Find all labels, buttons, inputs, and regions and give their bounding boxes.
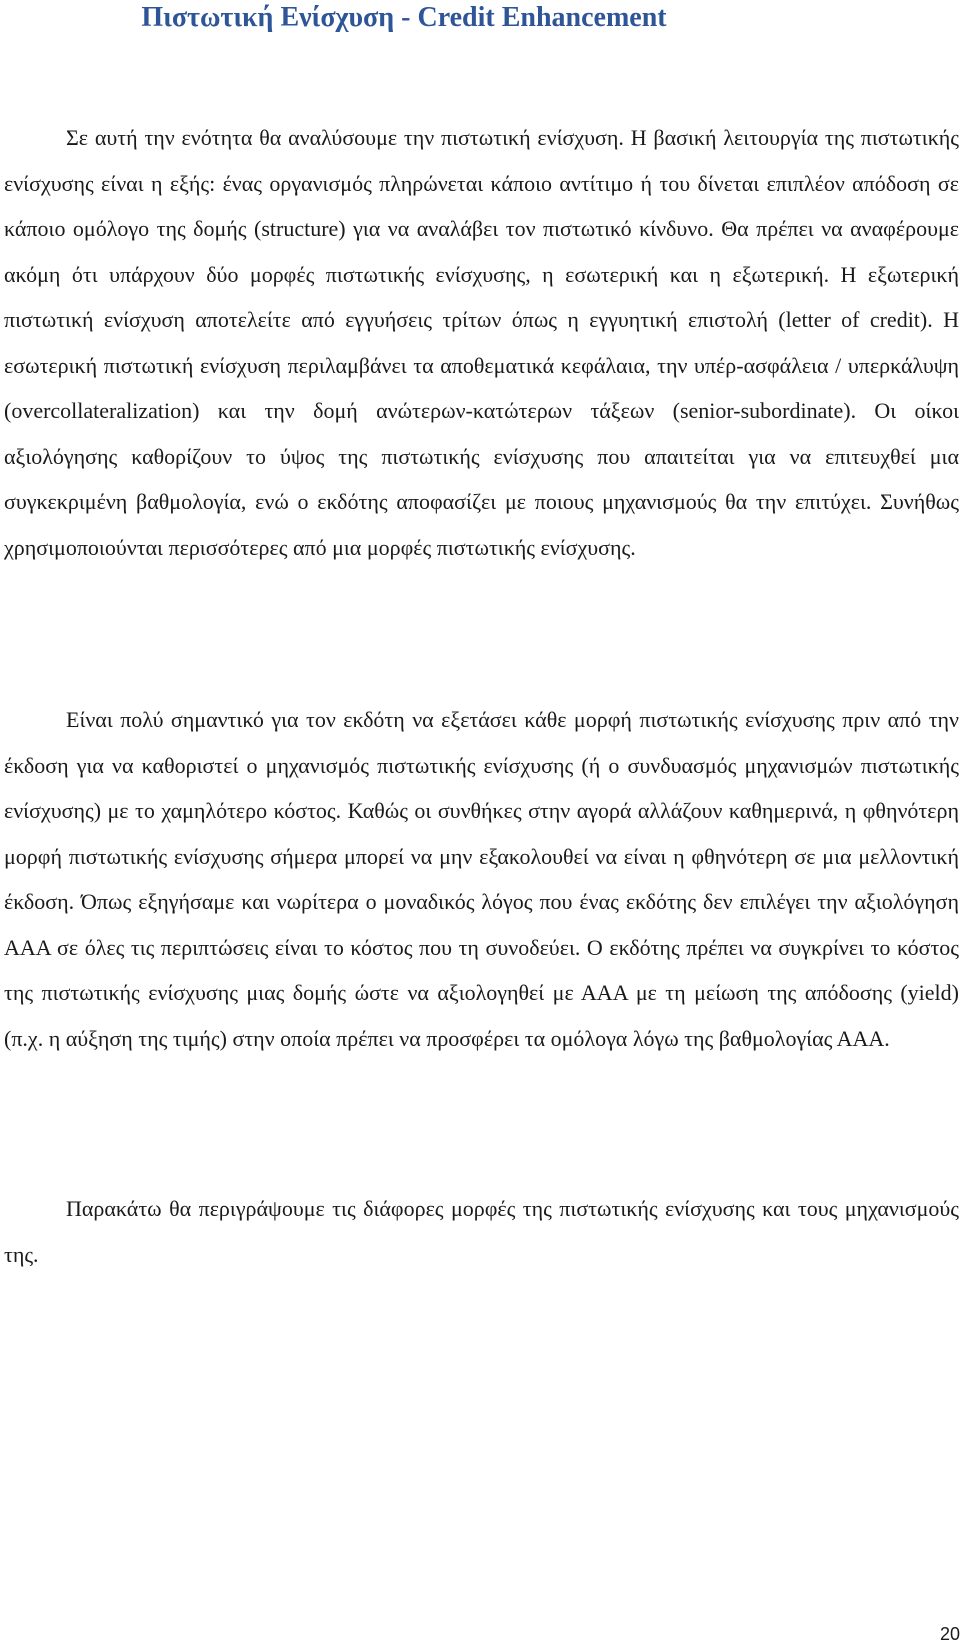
paragraph-outline: Παρακάτω θα περιγράψουμε τις διάφορες μορφές της πιστωτικής ενίσχυσης και τους μηχανισμούς της. (4, 1196, 959, 1267)
paragraph-issuer-cost: Είναι πολύ σημαντικό για τον εκδότη να εξετάσει κάθε μορφή πιστωτικής ενίσχυσης πριν από την έκδοση για να καθοριστεί ο μηχανισμός πιστωτικής ενίσχυσης (ή ο συνδυασμός μηχανισμών πιστωτικής ενίσχυσης) με το χαμηλότερο κόστος. Καθώς οι συνθήκες στην αγορά αλλάζουν καθημερινά, η φθηνότερη μορφή πιστωτικής ενίσχυσης σήμερα μπορεί να μην εξακολουθεί να είναι η φθηνότερη σε μια μελλοντική έκδοση. Όπως εξηγήσαμε και νωρίτερα ο μοναδικός λόγος που ένας εκδότης δεν επιλέγει την αξιολόγηση ΑΑΑ σε όλες τις περιπτώσεις είναι το κόστος που τη συνοδεύει. Ο εκδότης πρέπει να συγκρίνει το κόστος της πιστωτικής ενίσχυσης μιας δομής ώστε να αξιολογηθεί με ΑΑΑ με τη μείωση της απόδοσης (yield) (π.χ. η αύξηση της τιμής) στην οποία πρέπει να προσφέρει τα ομόλογα λόγω της βαθμολογίας ΑΑΑ. (4, 707, 959, 1051)
page-number: 20 (939, 1624, 960, 1644)
paragraph-intro: Σε αυτή την ενότητα θα αναλύσουμε την πιστωτική ενίσχυση. Η βασική λειτουργία της πιστωτικής ενίσχυσης είναι η εξής: ένας οργανισμός πληρώνεται κάποιο αντίτιμο ή του δίνεται επιπλέον απόδοση σε κάποιο ομόλογο της δομής (structure) για να αναλάβει τον πιστωτικό κίνδυνο. Θα πρέπει να αναφέρουμε ακόμη ότι υπάρχουν δύο μορφές πιστωτικής ενίσχυσης, η εσωτερική και η εξωτερική. Η εξωτερική πιστωτική ενίσχυση αποτελείτε από εγγυήσεις τρίτων όπως η εγγυητική επιστολή (letter of credit). Η εσωτερική πιστωτική ενίσχυση περιλαμβάνει τα αποθεματικά κεφάλαια, την υπέρ-ασφάλεια / υπερκάλυψη (overcollateralization) και την δομή ανώτερων-κατώτερων τάξεων (senior-subordinate). Οι οίκοι αξιολόγησης καθορίζουν το ύψος της πιστωτικής ενίσχυσης που απαιτείται για να επιτευχθεί μια συγκεκριμένη βαθμολογία, ενώ ο εκδότης αποφασίζει με ποιους μηχανισμούς θα την επιτύχει. Συνήθως χρησιμοποιούνται περισσότερες από μια μορφές πιστωτικής ενίσχυσης. (4, 125, 959, 560)
page-title: Πιστωτική Ενίσχυση - Credit Enhancement (141, 2, 667, 33)
